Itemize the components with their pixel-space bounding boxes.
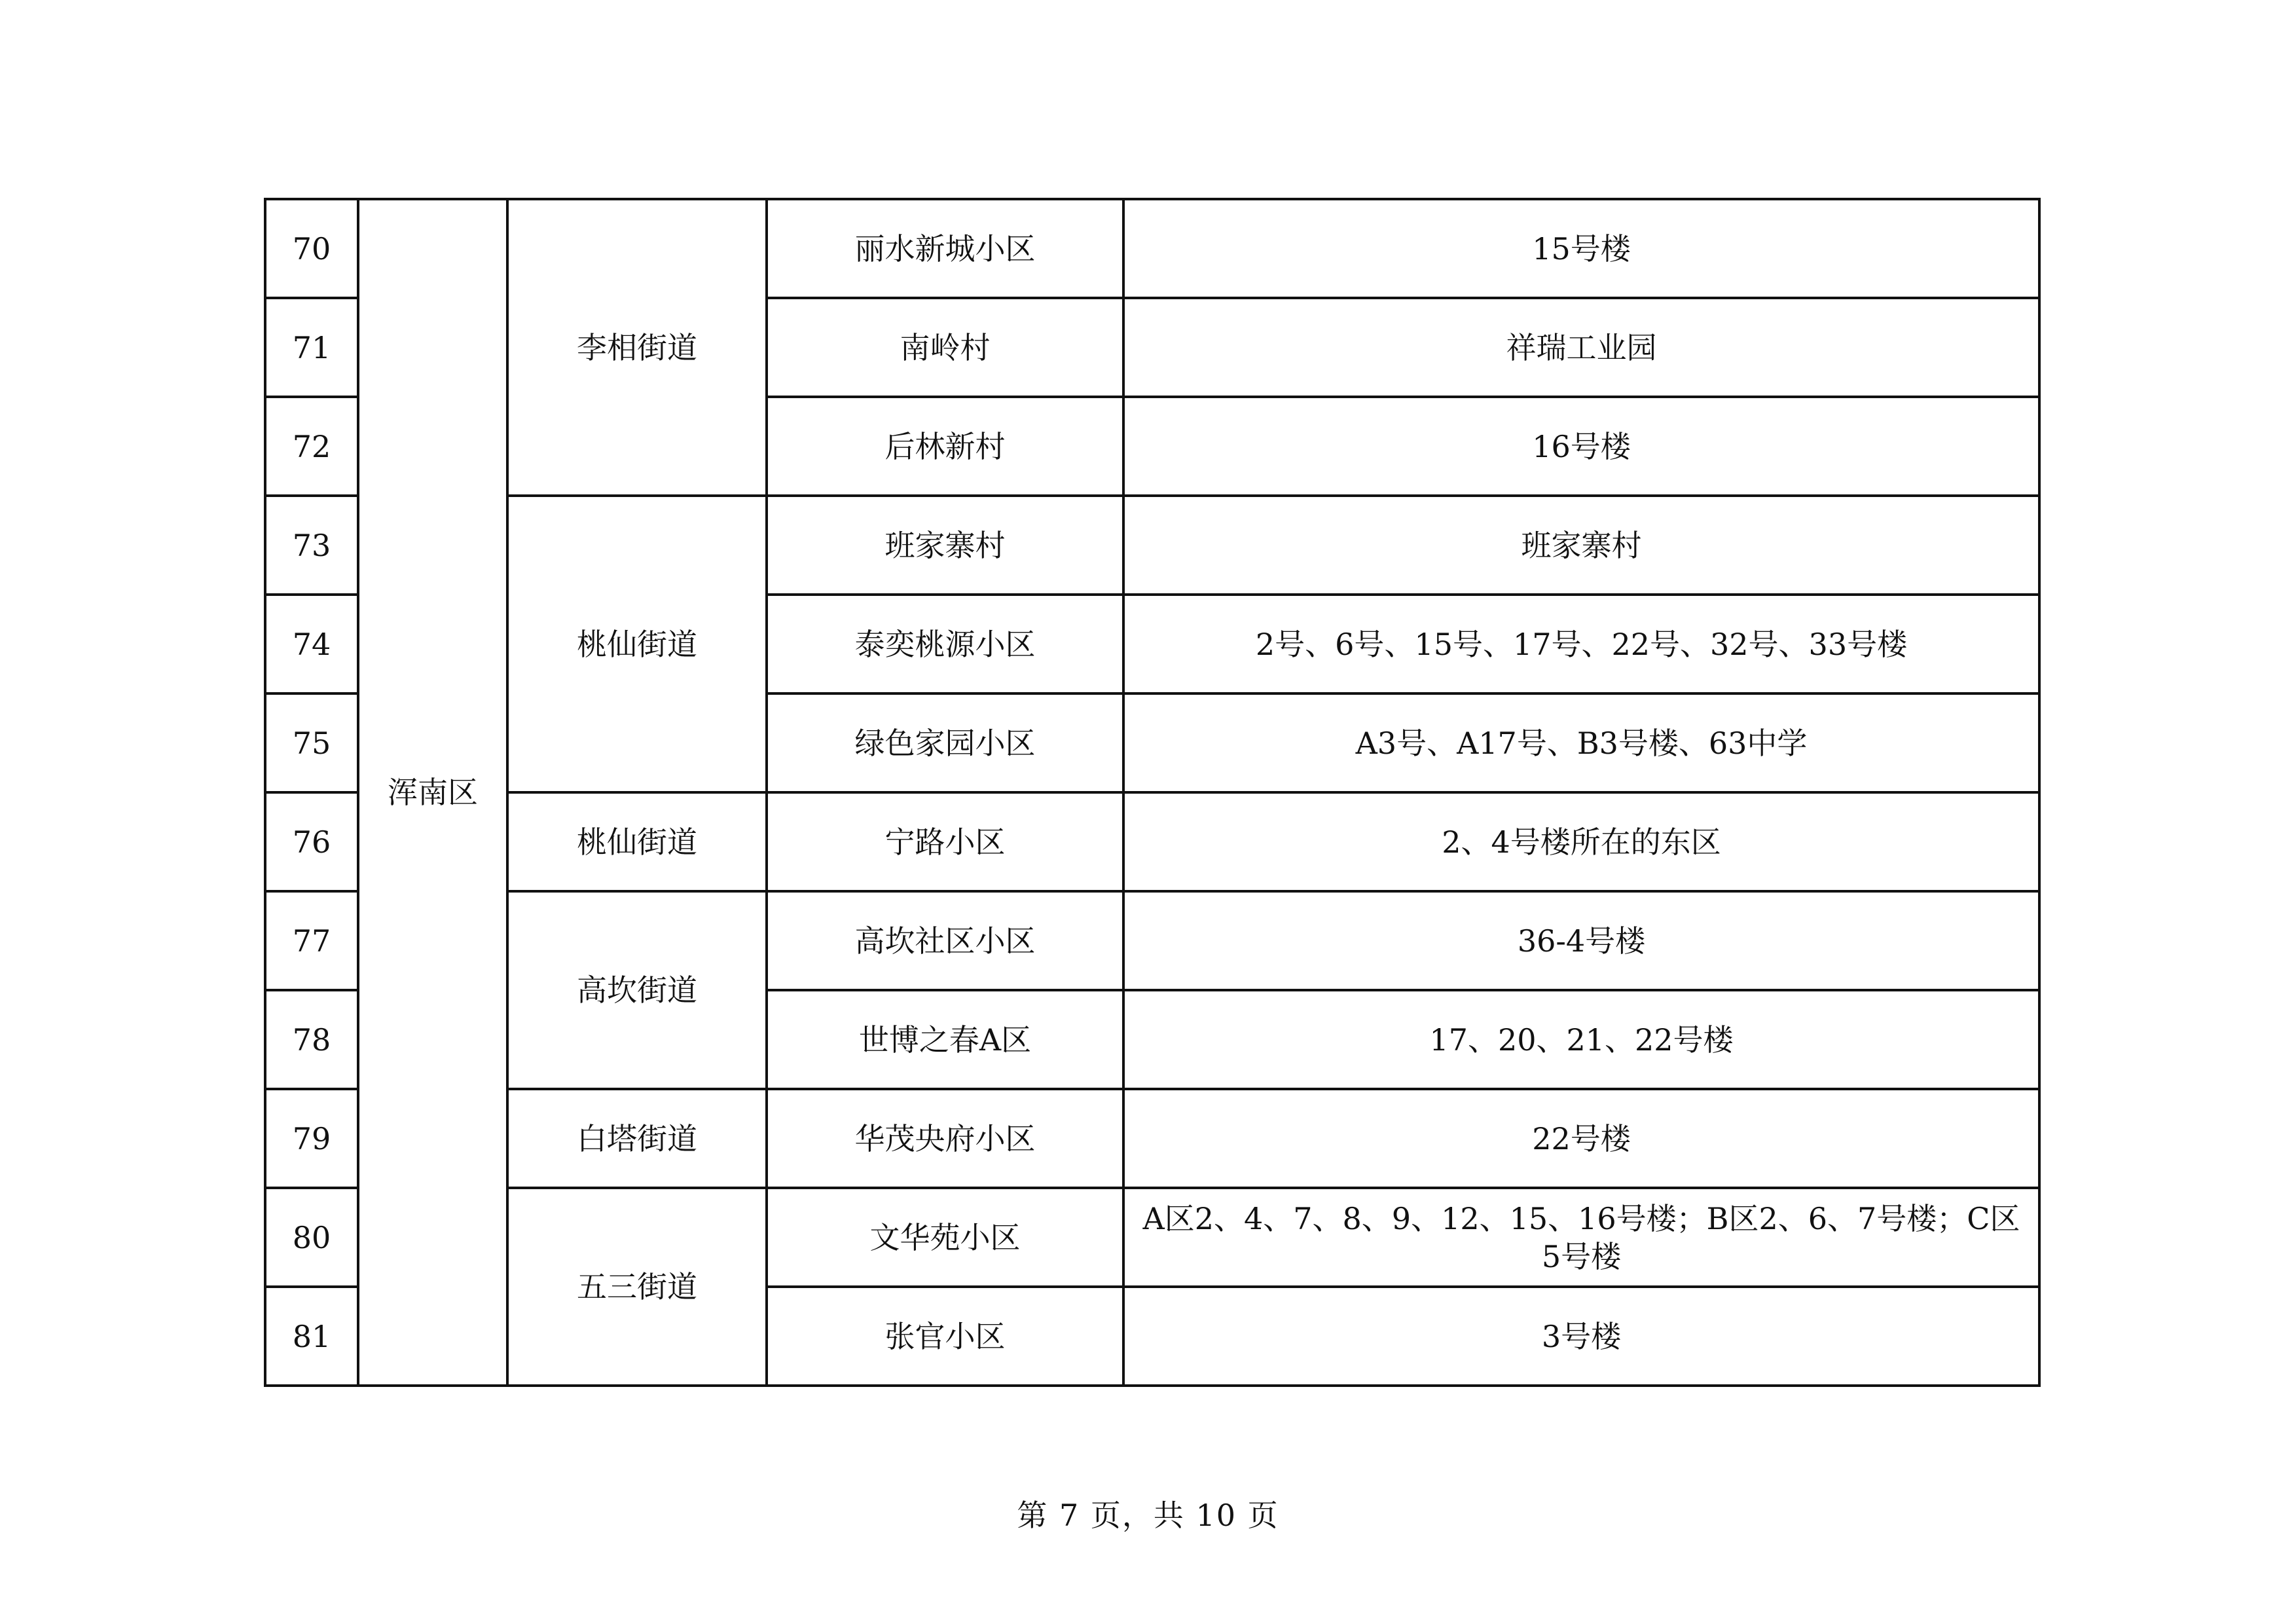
street-cell: 高坎街道 <box>507 891 767 1089</box>
detail-cell: 15号楼 <box>1123 199 2039 298</box>
table-row <box>265 792 2039 891</box>
detail-cell: 班家寨村 <box>1123 496 2039 595</box>
table-row <box>265 496 2039 595</box>
row-number: 73 <box>265 496 358 595</box>
detail-cell: 16号楼 <box>1123 397 2039 496</box>
community-cell: 南岭村 <box>767 298 1123 397</box>
detail-cell: 3号楼 <box>1123 1287 2039 1386</box>
community-cell: 泰奕桃源小区 <box>767 595 1123 693</box>
community-cell: 宁路小区 <box>767 792 1123 891</box>
detail-cell: 17、20、21、22号楼 <box>1123 990 2039 1089</box>
street-cell: 桃仙街道 <box>507 496 767 792</box>
community-cell: 世博之春A区 <box>767 990 1123 1089</box>
street-cell: 李相街道 <box>507 199 767 496</box>
row-number: 76 <box>265 792 358 891</box>
row-number: 71 <box>265 298 358 397</box>
street-cell: 白塔街道 <box>507 1089 767 1188</box>
detail-cell: 祥瑞工业园 <box>1123 298 2039 397</box>
row-number: 77 <box>265 891 358 990</box>
row-number: 72 <box>265 397 358 496</box>
street-cell: 桃仙街道 <box>507 792 767 891</box>
detail-cell: 22号楼 <box>1123 1089 2039 1188</box>
community-cell: 班家寨村 <box>767 496 1123 595</box>
detail-cell: A3号、A17号、B3号楼、63中学 <box>1123 693 2039 792</box>
row-number: 70 <box>265 199 358 298</box>
community-cell: 丽水新城小区 <box>767 199 1123 298</box>
street-cell: 五三街道 <box>507 1188 767 1386</box>
detail-cell: 2、4号楼所在的东区 <box>1123 792 2039 891</box>
table-row <box>265 1089 2039 1188</box>
case-location-table <box>264 198 2041 1387</box>
row-number: 79 <box>265 1089 358 1188</box>
community-cell: 后林新村 <box>767 397 1123 496</box>
row-number: 74 <box>265 595 358 693</box>
detail-cell: 36-4号楼 <box>1123 891 2039 990</box>
district-cell: 浑南区 <box>358 199 507 1386</box>
row-number: 75 <box>265 693 358 792</box>
detail-cell: A区2、4、7、8、9、12、15、16号楼；B区2、6、7号楼；C区5号楼 <box>1123 1188 2039 1287</box>
row-number: 78 <box>265 990 358 1089</box>
community-cell: 绿色家园小区 <box>767 693 1123 792</box>
table-row <box>265 1188 2039 1287</box>
page-footer: 第 7 页，共 10 页 <box>1017 1498 1279 1533</box>
detail-cell: 2号、6号、15号、17号、22号、32号、33号楼 <box>1123 595 2039 693</box>
community-cell: 张官小区 <box>767 1287 1123 1386</box>
table-row <box>265 891 2039 990</box>
community-cell: 文华苑小区 <box>767 1188 1123 1287</box>
table-row <box>265 199 2039 298</box>
community-cell: 高坎社区小区 <box>767 891 1123 990</box>
row-number: 80 <box>265 1188 358 1287</box>
row-number: 81 <box>265 1287 358 1386</box>
community-cell: 华茂央府小区 <box>767 1089 1123 1188</box>
